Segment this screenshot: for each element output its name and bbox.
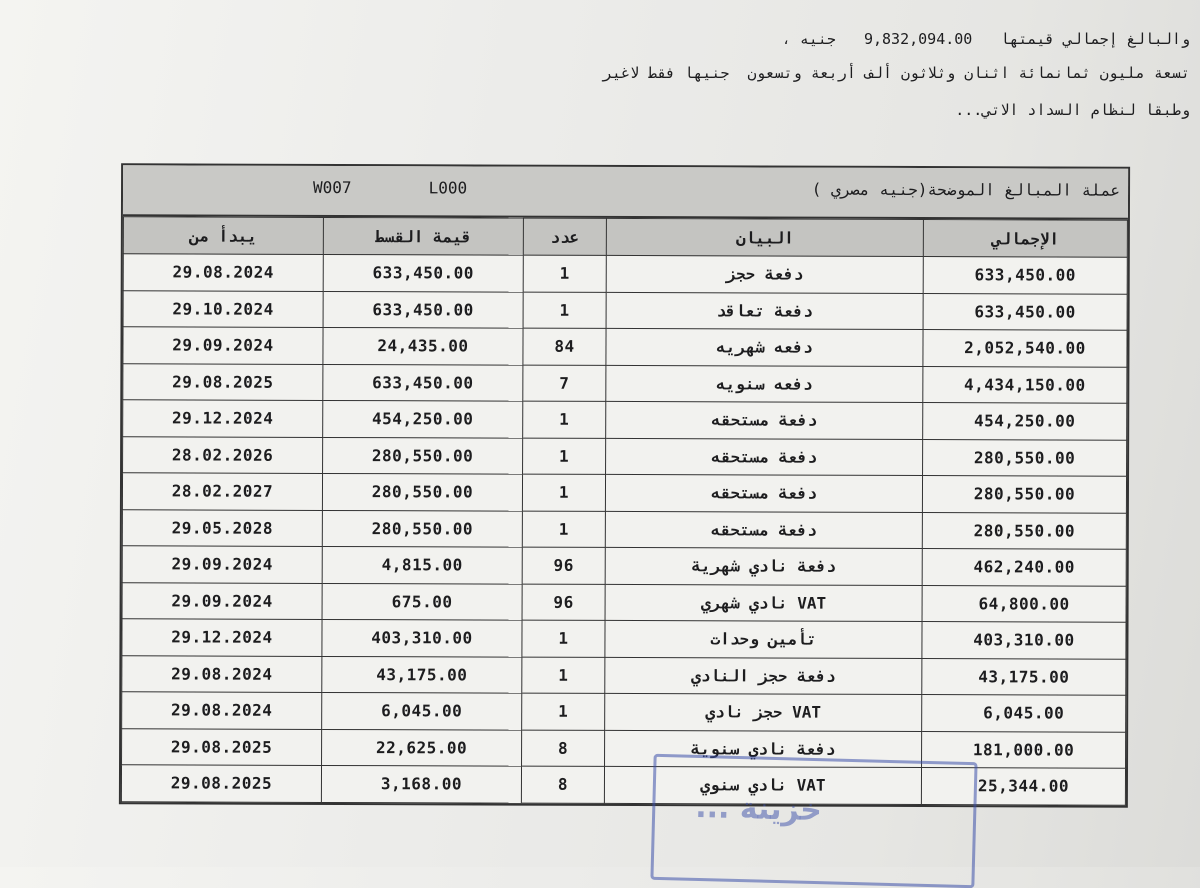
- currency-label: عملة المبالغ الموضحة(جنيه مصري ): [811, 179, 1121, 200]
- cell-start-date: 29.08.2025: [121, 765, 321, 802]
- cell-description: دفعة مستحقه: [606, 401, 923, 439]
- cell-count: 1: [522, 474, 605, 511]
- cell-count: 8: [521, 766, 604, 803]
- cell-installment: 3,168.00: [321, 765, 521, 802]
- cell-description: دفعة تعاقد: [606, 292, 923, 330]
- header-start-date: يبدأ من: [123, 217, 323, 255]
- header-installment: قيمة القسط: [323, 217, 523, 255]
- amount-in-words: تسعة مليون ثمانمائة اثنان وثلاثون ألف أربعة وتسعون جنيها فقط لاغير: [603, 64, 1190, 82]
- cell-count: 8: [522, 730, 605, 767]
- cell-installment: 6,045.00: [322, 692, 522, 729]
- cell-total: 25,344.00: [921, 768, 1125, 805]
- table-row: [122, 619, 1126, 659]
- cell-total: 43,175.00: [922, 658, 1126, 695]
- cell-installment: 280,550.00: [323, 437, 523, 474]
- table-row: [122, 582, 1126, 622]
- table-header-row: [123, 217, 1127, 258]
- table-row: [122, 473, 1126, 513]
- cell-total: 4,434,150.00: [923, 366, 1127, 403]
- table-row: [123, 400, 1127, 440]
- cell-installment: 22,625.00: [322, 729, 522, 766]
- reference-codes: [313, 178, 467, 198]
- cell-start-date: 29.05.2028: [122, 509, 322, 546]
- cell-installment: 403,310.00: [322, 619, 522, 656]
- cell-total: 403,310.00: [922, 622, 1126, 659]
- header-total: الإجمالي: [923, 220, 1127, 258]
- header-description: البيان: [606, 218, 923, 256]
- cell-installment: 4,815.00: [322, 546, 522, 583]
- cell-total: 633,450.00: [923, 257, 1127, 294]
- table-row: [122, 509, 1126, 549]
- currency-bar: [123, 165, 1128, 220]
- cell-description: دفعة حجز النادي: [605, 657, 922, 695]
- cell-description: دفعة مستحقه: [606, 438, 923, 476]
- cell-start-date: 29.10.2024: [123, 290, 323, 327]
- cell-start-date: 29.12.2024: [122, 619, 322, 656]
- cell-installment: 280,550.00: [322, 510, 522, 547]
- cell-installment: 280,550.00: [322, 473, 522, 510]
- cell-start-date: 29.09.2024: [122, 582, 322, 619]
- cell-count: 7: [523, 365, 606, 402]
- cell-start-date: 29.09.2024: [122, 546, 322, 583]
- cell-description: دفعة نادي سنوية: [605, 730, 922, 768]
- cell-count: 96: [522, 584, 605, 621]
- table-row: [122, 692, 1126, 732]
- cell-total: 280,550.00: [922, 476, 1126, 513]
- cell-count: 1: [522, 657, 605, 694]
- cell-total: 280,550.00: [923, 439, 1127, 476]
- table-row: [123, 327, 1127, 367]
- total-amount: 9,832,094.00: [863, 30, 973, 48]
- cell-count: 1: [522, 620, 605, 657]
- table-row: [123, 290, 1127, 330]
- total-label: والبالغ إجمالي قيمتها: [1000, 30, 1190, 48]
- cell-description: تأمين وحدات: [605, 620, 922, 658]
- cell-description: دفعه شهريه: [606, 328, 923, 366]
- cell-description: دفعه سنويه: [606, 365, 923, 403]
- table-row: [122, 728, 1126, 768]
- cell-start-date: 29.08.2024: [122, 692, 322, 729]
- cell-description: دفعة نادي شهرية: [605, 547, 922, 585]
- cell-total: 454,250.00: [923, 403, 1127, 440]
- cell-total: 64,800.00: [922, 585, 1126, 622]
- stamp-text: خزينة ...: [694, 789, 823, 829]
- currency-suffix: جنيه ،: [781, 30, 836, 48]
- table-row: [121, 765, 1125, 805]
- cell-total: 633,450.00: [923, 293, 1127, 330]
- payment-schedule-table: [119, 163, 1130, 807]
- table-row: [123, 363, 1127, 403]
- cell-description: دفعة مستحقه: [605, 474, 922, 512]
- cell-description: دفعة حجز: [606, 255, 923, 293]
- cell-start-date: 29.09.2024: [123, 327, 323, 364]
- cell-total: 6,045.00: [922, 695, 1126, 732]
- cell-count: 1: [523, 401, 606, 438]
- cell-start-date: 29.08.2024: [123, 254, 323, 291]
- cell-description: VAT حجز نادي: [605, 693, 922, 731]
- code-left: W007: [313, 177, 352, 198]
- cell-count: 1: [522, 511, 605, 548]
- cell-installment: 633,450.00: [323, 254, 523, 291]
- cell-count: 1: [523, 438, 606, 475]
- cell-count: 1: [523, 255, 606, 292]
- cell-start-date: 28.02.2026: [123, 436, 323, 473]
- code-right: L000: [428, 178, 468, 198]
- total-amount-line: [782, 30, 1190, 48]
- cell-installment: 633,450.00: [323, 291, 523, 328]
- table-row: [123, 436, 1127, 476]
- cell-count: 1: [522, 693, 605, 730]
- cell-description: VAT نادي شهري: [605, 584, 922, 622]
- cell-total: 462,240.00: [922, 549, 1126, 586]
- cell-start-date: 29.08.2024: [122, 655, 322, 692]
- cell-count: 1: [523, 292, 606, 329]
- cell-description: VAT نادي سنوي: [604, 766, 921, 804]
- cell-installment: 454,250.00: [323, 400, 523, 437]
- table-row: [122, 546, 1126, 586]
- cell-total: 181,000.00: [922, 731, 1126, 768]
- payment-schedule-intro: وطبقا لنظام السداد الاتي...: [955, 101, 1190, 119]
- cell-total: 280,550.00: [922, 512, 1126, 549]
- cell-description: دفعة مستحقه: [605, 511, 922, 549]
- cell-start-date: 29.08.2025: [123, 363, 323, 400]
- table-row: [123, 254, 1127, 294]
- table-row: [122, 655, 1126, 695]
- cell-start-date: 29.12.2024: [123, 400, 323, 437]
- header-count: عدد: [523, 218, 606, 255]
- cell-installment: 24,435.00: [323, 327, 523, 364]
- cell-start-date: 29.08.2025: [122, 728, 322, 765]
- cell-installment: 43,175.00: [322, 656, 522, 693]
- cell-installment: 633,450.00: [323, 364, 523, 401]
- cell-total: 2,052,540.00: [923, 330, 1127, 367]
- schedule-grid: [121, 216, 1128, 805]
- cell-count: 96: [522, 547, 605, 584]
- cell-start-date: 28.02.2027: [122, 473, 322, 510]
- cell-installment: 675.00: [322, 583, 522, 620]
- cell-count: 84: [523, 328, 606, 365]
